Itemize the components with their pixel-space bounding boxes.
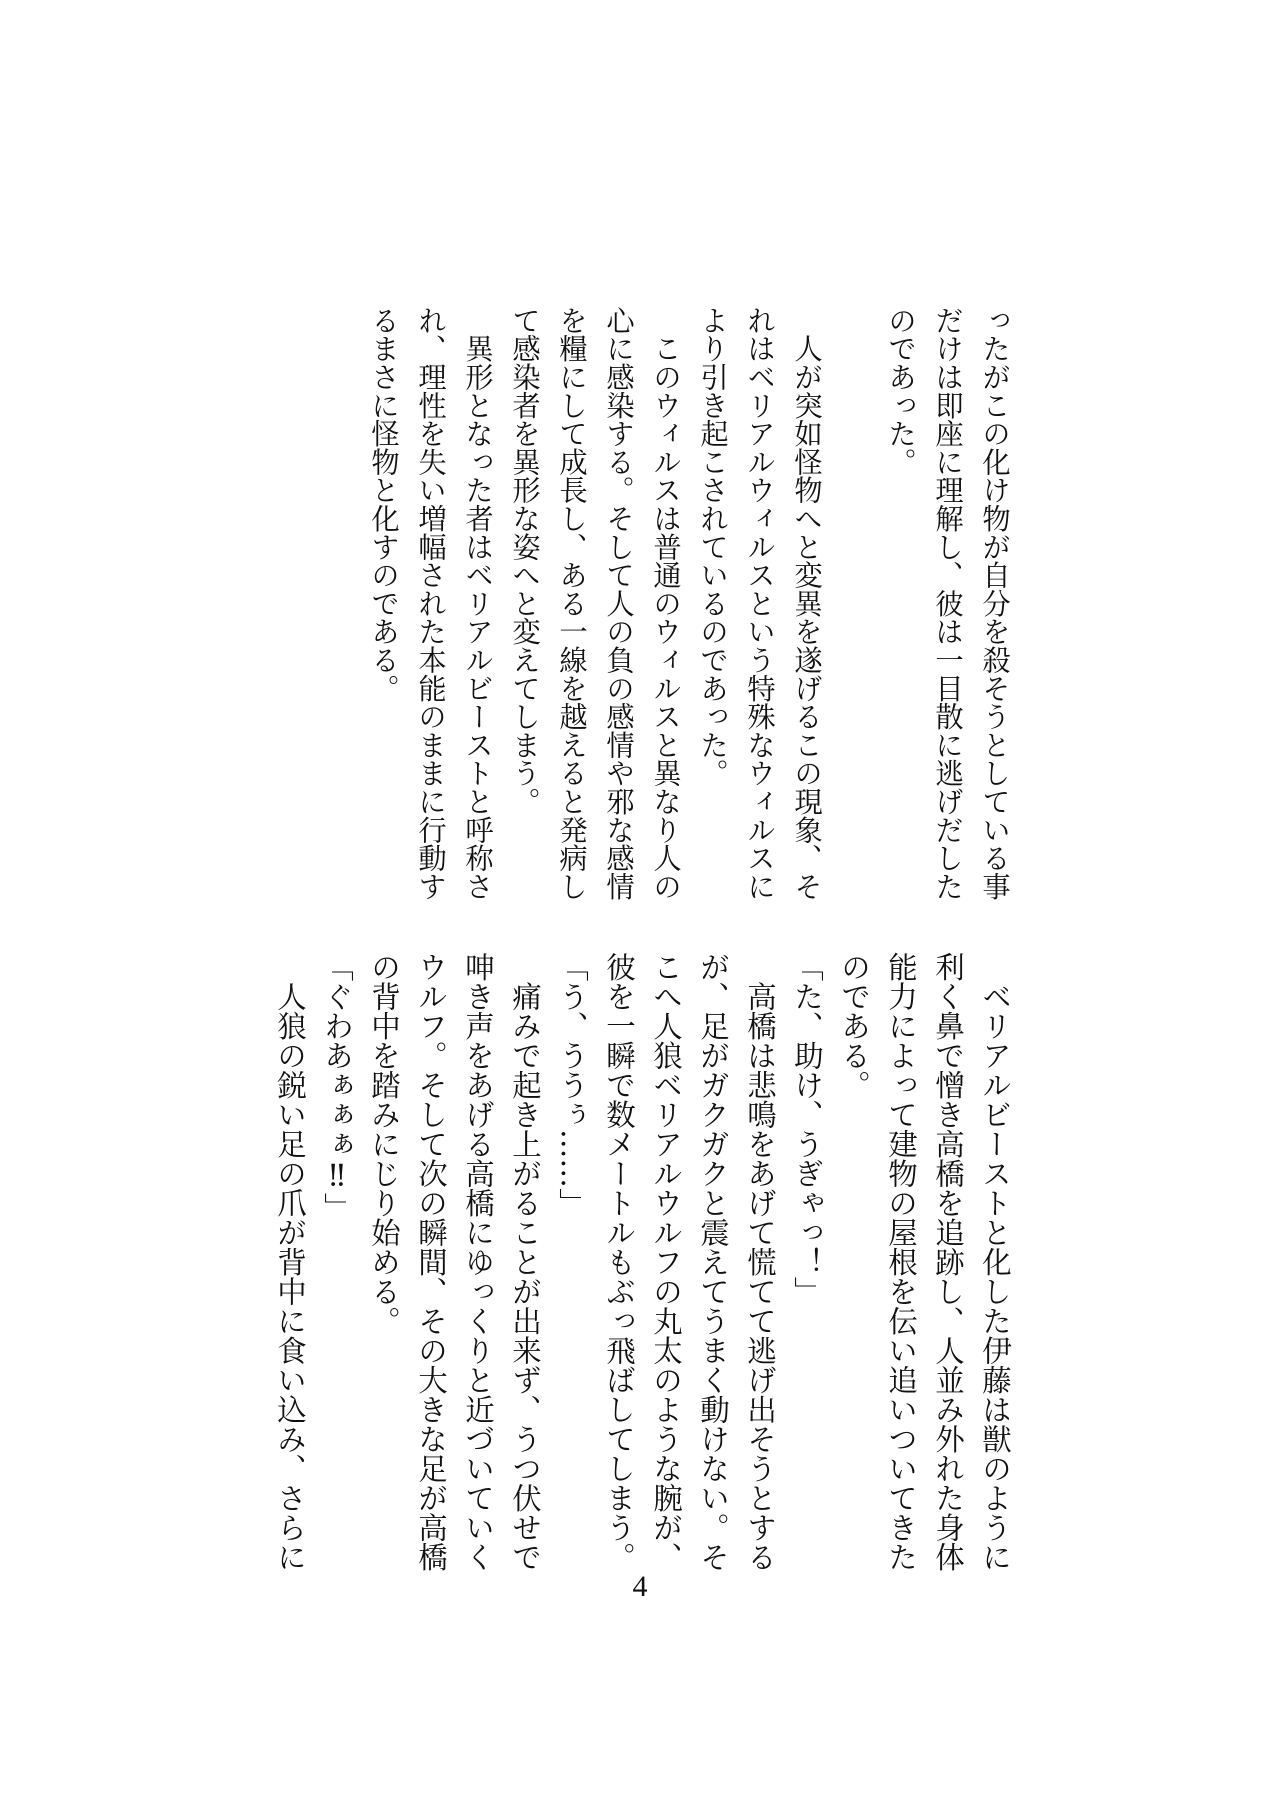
dialogue-line: 「ぐわあぁぁぁ‼」 (320, 952, 354, 1222)
text-line: ウルフ。そして次の瞬間、その大きな足が高橋 (414, 952, 448, 1572)
text-line: れ、理性を失い増幅された本能のままに行動す (414, 306, 447, 901)
text-line: のであった。 (884, 306, 917, 476)
dialogue-line: 「た、助け、うぎゃっ！」 (790, 952, 824, 1306)
dialogue-line: 「う、ううぅ……」 (555, 952, 589, 1218)
text-line: より引き起こされているのであった。 (696, 306, 729, 788)
text-line: 彼を一瞬で数メートルもぶっ飛ばしてしまう。 (602, 952, 636, 1572)
text-line: の背中を踏みにじり始める。 (367, 952, 401, 1336)
text-line: 痛みで起き上がることが出来ず、うつ伏せで (508, 952, 542, 1572)
text-line: 心に感染する。そして人の負の感情や邪な感情 (602, 306, 635, 901)
upper-text-block (313, 306, 1018, 906)
text-line: こへ人狼ベリアルウルフの丸太のような腕が、 (649, 952, 683, 1572)
page-number: 4 (632, 1570, 648, 1603)
text-line: 利く鼻で憎き高橋を追跡し、人並み外れた身体 (931, 952, 965, 1572)
text-line: 呻き声をあげる高橋にゆっくりと近づいていく (461, 952, 495, 1572)
text-line: 能力によって建物の屋根を伝い追いついてきた (884, 952, 918, 1572)
text-line: だけは即座に理解し、彼は一目散に逃げだした (931, 306, 964, 901)
blank-line (830, 306, 877, 906)
text-line: ったがこの化け物が自分を殺そうとしている事 (978, 306, 1011, 901)
text-line: 人が突如怪物へと変異を遂げるこの現象、そ (790, 306, 823, 901)
lower-text-block (266, 952, 1018, 1582)
text-line: 高橋は悲鳴をあげて慌てて逃げ出そうとする (743, 952, 777, 1572)
text-line: のである。 (837, 952, 871, 1100)
text-line: ベリアルビーストと化した伊藤は獣のように (978, 952, 1012, 1572)
text-line: このウィルスは普通のウィルスと異なり人の (649, 306, 682, 901)
text-line: 人狼の鋭い足の爪が背中に食い込み、さらに (273, 952, 307, 1572)
text-line: を糧にして成長し、ある一線を越えると発病し (555, 306, 588, 901)
text-line: るまさに怪物と化すのである。 (367, 306, 400, 703)
text-line: 異形となった者はベリアルビーストと呼称さ (461, 306, 494, 901)
text-line: が、足がガクガクと震えてうまく動けない。そ (696, 952, 730, 1572)
text-line: れはベリアルウィルスという特殊なウィルスに (743, 306, 776, 901)
text-line: て感染者を異形な姿へと変えてしまう。 (508, 306, 541, 816)
